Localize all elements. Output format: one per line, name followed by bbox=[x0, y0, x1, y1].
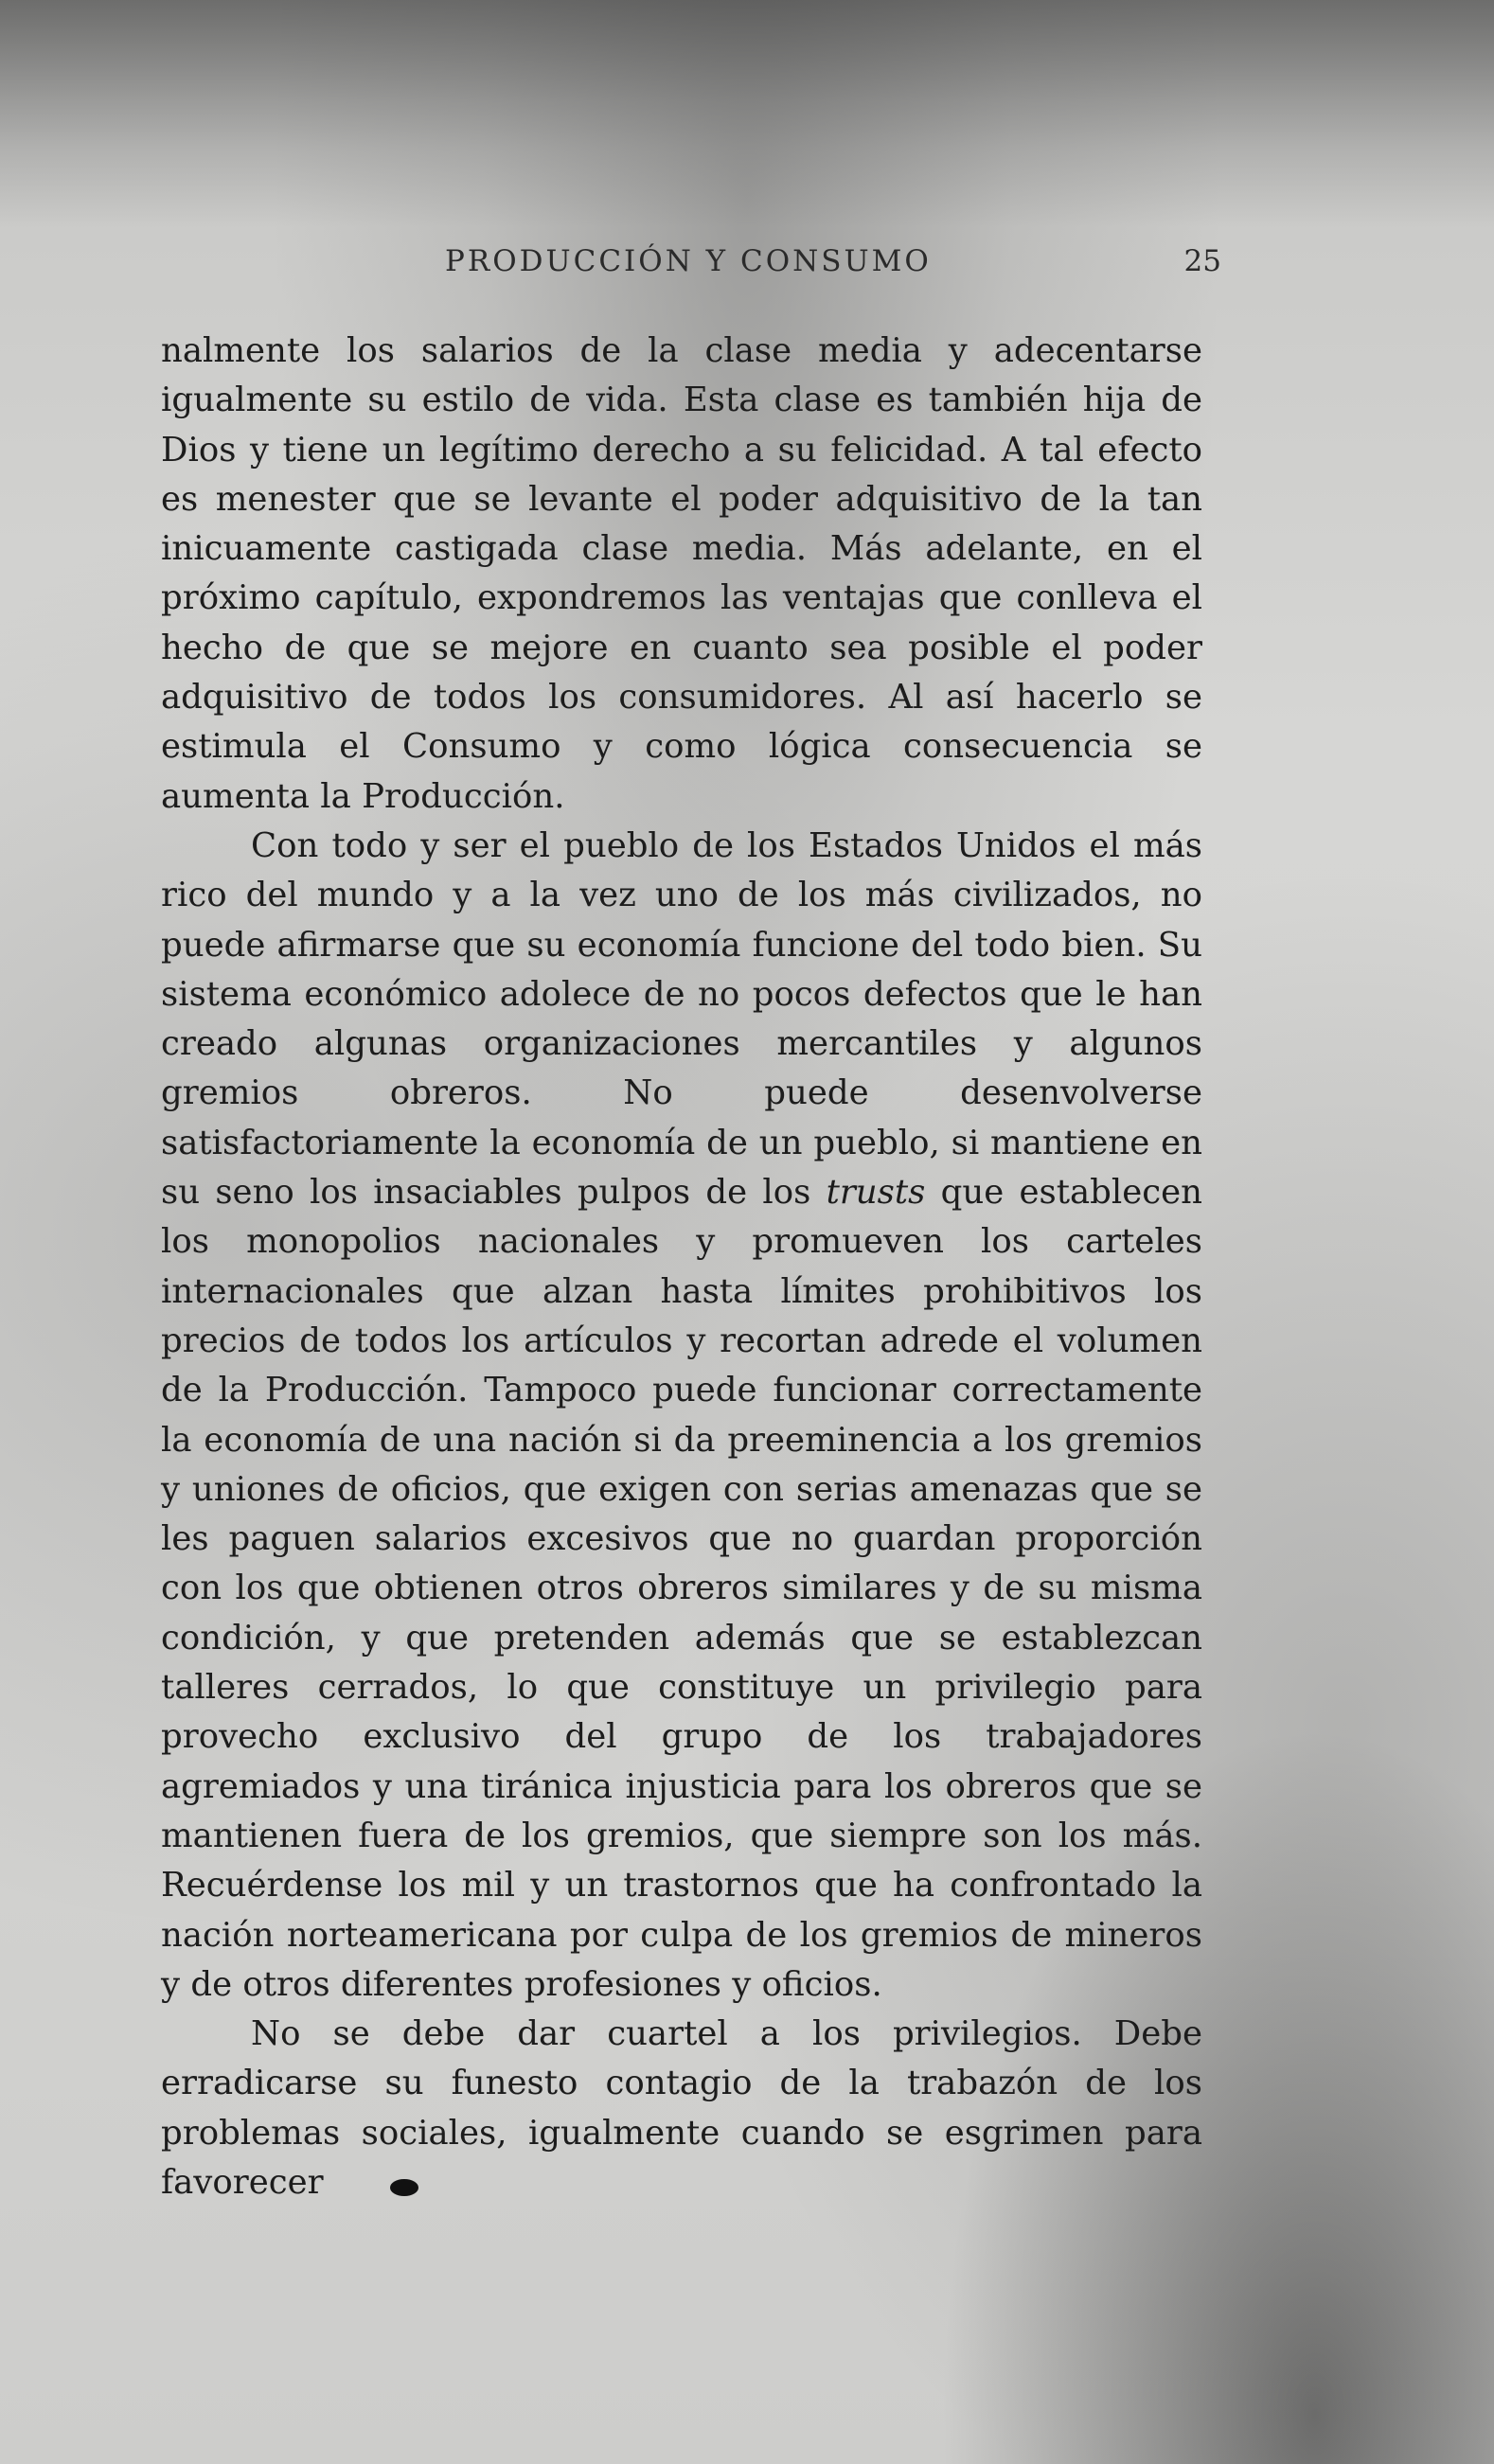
paragraph-2 bbox=[161, 822, 1202, 2010]
body-text bbox=[161, 327, 1202, 2207]
page-number: 25 bbox=[1183, 244, 1221, 278]
paragraph-3: No se debe dar cuartel a los privilegios. Debe erradicarse su funesto contagio de la trabazón de los problemas sociales, igualmente cuando se esgrimen para favorecer bbox=[161, 2014, 1202, 2202]
running-head: PRODUCCIÓN Y CONSUMO bbox=[445, 244, 932, 278]
paragraph-2-end: que establecen los monopolios nacionales y promueven los carteles internacionales que alzan hasta límites prohibitivos los precios de todos los artículos y recortan adrede el volumen de la Producción. Tampoco puede funcionar correctamente la economía de una nación si da preeminencia a los gremios y uniones de oficios, que exigen con serias amenazas que se les paguen salarios excesivos que no guardan proporción con los que obtienen otros obreros similares y de su misma condición, y que pretenden además que se establezcan talleres cerrados, lo que constituye un privilegio para provecho exclusivo del grupo de los trabajadores agremiados y una tiránica injusticia para los obreros que se mantienen fuera de los gremios, que siempre son los más. Recuérdense los mil y un trastornos que ha confrontado la nación norteamericana por culpa de los gremios de mineros y de otros diferentes profesiones y oficios. bbox=[161, 1173, 1202, 2004]
page-stain bbox=[0, 0, 1494, 227]
page-header bbox=[161, 244, 1221, 292]
paragraph-1: nalmente los salarios de la clase media y adecentarse igualmente su estilo de vida. Esta clase es también hija de Dios y tiene un legítimo derecho a su felicidad. A tal efecto es menester que se levante el poder adquisitivo de la tan inicuamente castigada clase media. Más adelante, en el próximo capítulo, expondremos las ventajas que conlleva el hecho de que se mejore en cuanto sea posible el poder adquisitivo de todos los consumidores. Al así hacerlo se estimula el Consumo y como lógica consecuencia se aumenta la Producción. bbox=[161, 331, 1202, 816]
italic-term: trusts bbox=[826, 1173, 926, 1213]
ink-blot bbox=[390, 2179, 418, 2196]
paragraph-2-start: Con todo y ser el pueblo de los Estados Unidos el más rico del mundo y a la vez uno de los más civilizados, no puede afirmarse que su economía funcione del todo bien. Su sistema económico adolece de no pocos defectos que le han creado algunas organizaciones mercantiles y algunos gremios obreros. No puede desenvolverse satisfactoriamente la economía de un pueblo, si mantiene en su seno los insaciables pulpos de los bbox=[161, 825, 1202, 1213]
